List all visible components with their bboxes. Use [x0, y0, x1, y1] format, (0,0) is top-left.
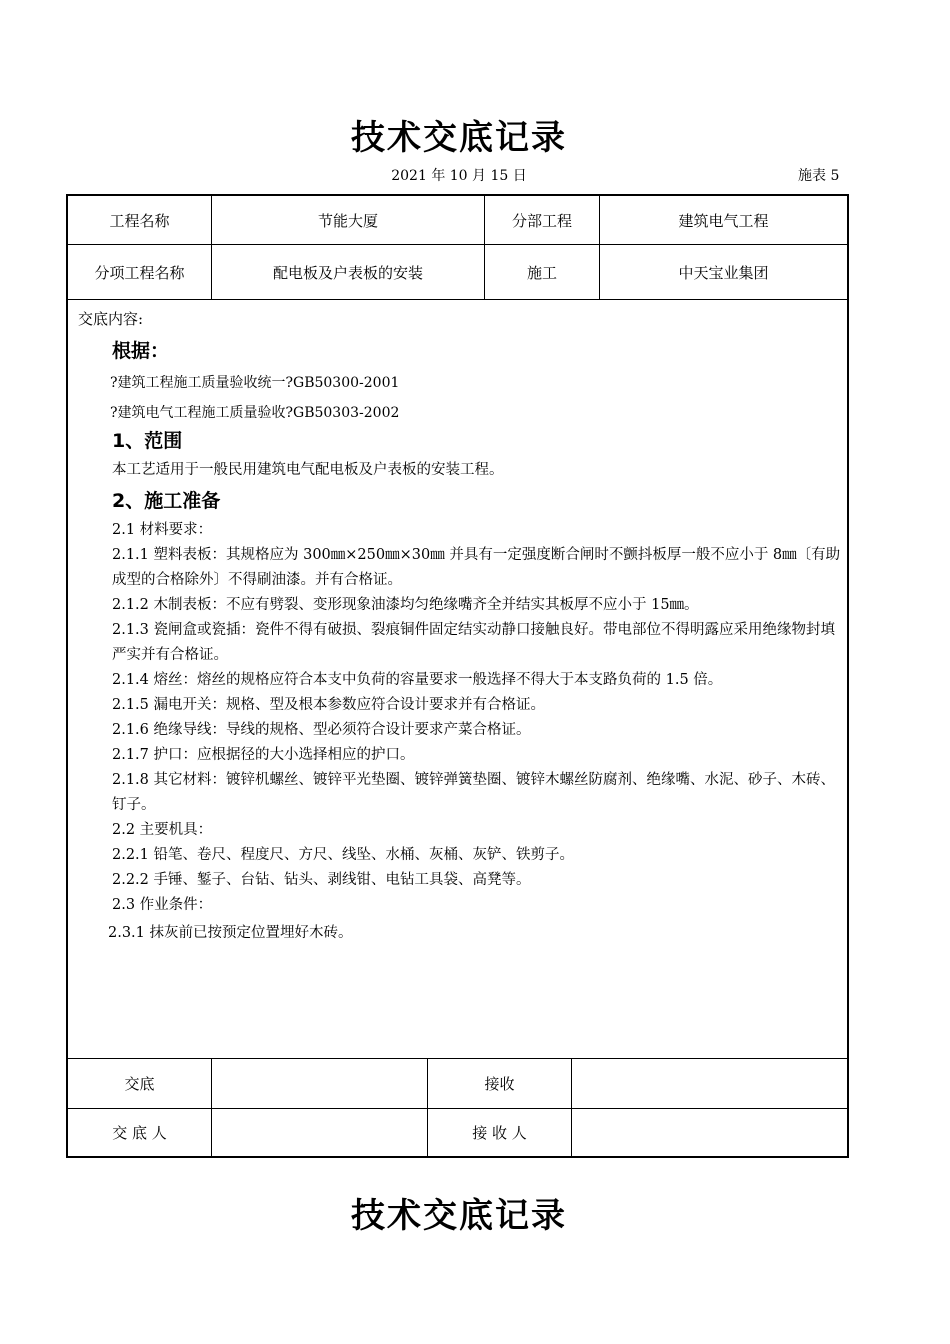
prep-line: 2.1.2 木制表板：不应有劈裂、变形现象油漆均匀绝缘嘴齐全并结实其板厚不应小于 15㎜。 — [112, 597, 699, 613]
form-number: 施表 5 — [798, 168, 840, 184]
standard-item: ?建筑电气工程施工质量验收?GB50303-2002 — [110, 405, 400, 421]
receive-person-label: 接 收 人 — [472, 1124, 527, 1142]
project-name-label: 工程名称 — [109, 211, 170, 230]
division-value: 建筑电气工程 — [678, 211, 769, 230]
prep-line: 2.2.2 手锤、錾子、台钻、钻头、剥线钳、电钻工具袋、高凳等。 — [112, 872, 531, 888]
prep-line: 2.3.1 抹灰前已按预定位置埋好木砖。 — [108, 925, 353, 941]
scope-heading: 1、范围 — [112, 430, 183, 452]
division-label: 分部工程 — [511, 211, 572, 230]
construction-value: 中天宝业集团 — [678, 263, 769, 282]
document-date: 2021 年 10 月 15 日 — [391, 168, 527, 184]
handover-label: 交底 — [124, 1075, 155, 1093]
record-table — [66, 194, 849, 1158]
project-name-value: 节能大厦 — [317, 211, 378, 230]
row-divider — [68, 299, 847, 300]
prep-line: 2.1.1 塑料表板：其规格应为 300㎜×250㎜×30㎜ 并具有一定强度断合闸时不颤抖板厚一般不应小于 8㎜〔有助成型的合格除外〕不得刷油漆。并有合格证。 — [112, 547, 841, 588]
basis-heading: 根据： — [112, 340, 170, 362]
prep-line: 2.1.5 漏电开关：规格、型及根本参数应符合设计要求并有合格证。 — [112, 697, 546, 713]
next-page-title: 技术交底记录 — [351, 1196, 567, 1236]
receive-label: 接收 — [484, 1075, 515, 1093]
prep-line: 2.1.7 护口：应根据径的大小选择相应的护口。 — [112, 747, 415, 763]
handover-person-field[interactable] — [212, 1109, 427, 1156]
prep-line: 2.2.1 铅笔、卷尺、程度尺、方尺、线坠、水桶、灰桶、灰铲、铁剪子。 — [112, 847, 575, 863]
document-title: 技术交底记录 — [351, 118, 567, 158]
prep-line: 2.1.4 熔丝：熔丝的规格应符合本支中负荷的容量要求一般选择不得大于本支路负荷的 1.5 倍。 — [112, 672, 723, 688]
prep-line: 2.1 材料要求： — [112, 522, 213, 538]
subitem-label: 分项工程名称 — [94, 263, 185, 282]
construction-label: 施工 — [526, 263, 557, 282]
handover-person-label: 交 底 人 — [112, 1124, 167, 1142]
prep-line: 2.2 主要机具： — [112, 822, 213, 838]
content-label: 交底内容: — [78, 310, 144, 328]
prep-line: 2.3 作业条件： — [112, 897, 213, 913]
prep-line: 2.1.3 瓷闸盒或瓷插：瓷件不得有破损、裂痕铜件固定结实动静口接触良好。带电部位不得明露应采用绝缘物封填严实并有合格证。 — [112, 622, 835, 663]
prep-line: 2.1.6 绝缘导线：导线的规格、型必须符合设计要求产菜合格证。 — [112, 722, 531, 738]
subitem-value: 配电板及户表板的安装 — [272, 263, 423, 282]
receive-person-field[interactable] — [572, 1109, 847, 1156]
handover-field[interactable] — [212, 1059, 427, 1108]
prep-heading: 2、施工准备 — [112, 490, 221, 512]
standard-item: ?建筑工程施工质量验收统一?GB50300-2001 — [110, 375, 400, 391]
receive-field[interactable] — [572, 1059, 847, 1108]
scope-text: 本工艺适用于一般民用建筑电气配电板及户表板的安装工程。 — [112, 462, 504, 478]
prep-line: 2.1.8 其它材料：镀锌机螺丝、镀锌平光垫圈、镀锌弹簧垫圈、镀锌木螺丝防腐剂、绝缘嘴、水泥、砂子、木砖、钉子。 — [112, 772, 835, 813]
